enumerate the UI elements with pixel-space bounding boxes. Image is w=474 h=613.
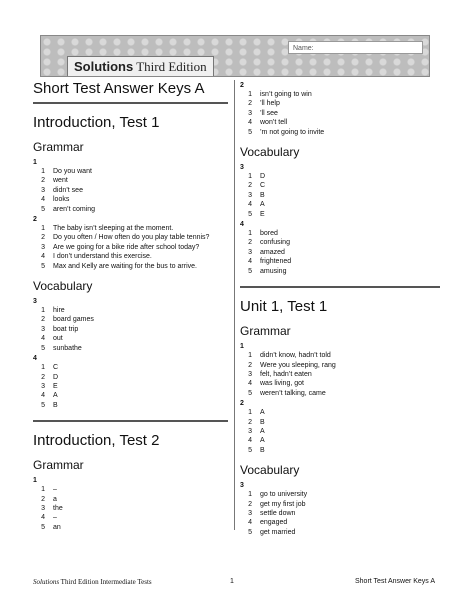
answer-item <box>240 446 440 455</box>
item-number: 1 <box>41 486 45 494</box>
item-number: 2 <box>248 361 252 369</box>
answer-item <box>33 504 228 513</box>
column-divider <box>234 80 235 530</box>
answer-item <box>33 233 228 242</box>
answer-item <box>240 370 440 379</box>
item-text: Are we going for a bike ride after school today? <box>53 243 200 251</box>
item-number: 4 <box>41 253 45 261</box>
answer-list <box>240 172 440 219</box>
item-number: 5 <box>41 344 45 352</box>
answer-item <box>240 389 440 398</box>
answer-item <box>33 205 228 214</box>
footer-title: Third Edition Intermediate Tests <box>59 578 152 586</box>
answer-item <box>33 186 228 195</box>
footer-brand: Solutions <box>33 578 60 586</box>
subsection-title: Vocabulary <box>240 463 300 478</box>
footer-right: Short Test Answer Keys A <box>355 578 436 585</box>
answer-item <box>240 361 440 370</box>
answer-item <box>33 176 228 185</box>
item-text: C <box>260 182 266 190</box>
name-label: Name: <box>293 45 314 52</box>
item-number: 1 <box>248 230 252 238</box>
item-number: 2 <box>41 495 45 503</box>
page-number: 1 <box>230 578 234 585</box>
item-text: The baby isn’t sleeping at the moment. <box>53 225 174 233</box>
answer-item <box>240 490 440 499</box>
answer-item <box>240 528 440 537</box>
answer-item <box>33 495 228 504</box>
item-text: isn’t going to win <box>260 91 312 98</box>
item-number: 3 <box>248 427 252 435</box>
item-number: 3 <box>41 325 45 333</box>
item-number: 2 <box>41 177 45 185</box>
question-number: 3 <box>240 482 244 490</box>
header-banner <box>40 35 430 77</box>
answer-item <box>240 418 440 427</box>
item-number: 1 <box>41 225 45 233</box>
item-number: 4 <box>248 258 252 266</box>
item-number: 1 <box>41 364 45 372</box>
question-number: 4 <box>33 355 37 363</box>
item-text: Max and Kelly are waiting for the bus to arrive. <box>53 262 197 270</box>
answer-item <box>240 427 440 436</box>
answer-item <box>240 379 440 388</box>
item-text: engaged <box>260 519 288 527</box>
item-number: 5 <box>248 389 252 397</box>
answer-item <box>33 167 228 176</box>
item-number: 1 <box>248 173 252 181</box>
item-text: get my first job <box>260 500 306 508</box>
answer-item <box>33 334 228 343</box>
item-text: D <box>260 173 266 181</box>
item-number: 3 <box>248 509 252 517</box>
answer-item <box>240 172 440 181</box>
item-number: 5 <box>248 528 252 536</box>
item-number: 4 <box>248 380 252 388</box>
answer-item <box>240 238 440 247</box>
answer-item <box>33 344 228 353</box>
item-number: 2 <box>248 500 252 508</box>
answer-item <box>33 306 228 315</box>
item-text: E <box>260 210 265 218</box>
item-text: confusing <box>260 239 290 247</box>
item-number: 2 <box>41 316 45 324</box>
item-text: ’m not going to invite <box>260 128 325 136</box>
item-text: C <box>53 364 59 372</box>
item-text: B <box>260 191 265 199</box>
answer-item <box>240 509 440 518</box>
item-text: didn’t see <box>53 186 83 194</box>
item-number: 5 <box>248 128 252 136</box>
answer-list <box>33 485 228 532</box>
item-text: Do you often / How often do you play table tennis? <box>53 234 210 242</box>
item-text: ’ll see <box>260 109 278 117</box>
answer-item <box>240 436 440 445</box>
answer-list <box>33 224 228 271</box>
item-text: went <box>53 177 68 185</box>
footer-left <box>33 578 152 586</box>
answer-list <box>240 229 440 276</box>
divider <box>240 286 440 288</box>
item-text: – <box>53 486 57 494</box>
brand-logo <box>67 56 214 77</box>
item-number: 4 <box>41 196 45 204</box>
item-number: 5 <box>248 210 252 218</box>
item-number: 3 <box>41 186 45 194</box>
answer-list <box>240 351 440 398</box>
item-text: aren’t coming <box>53 205 96 213</box>
item-number: 5 <box>41 205 45 213</box>
item-number: 4 <box>248 519 252 527</box>
item-text: settle down <box>260 509 296 517</box>
answer-item <box>33 315 228 324</box>
answer-list <box>33 306 228 353</box>
divider <box>33 102 228 104</box>
answer-item <box>240 500 440 509</box>
answer-item <box>33 485 228 494</box>
answer-item <box>240 118 440 127</box>
answer-item <box>33 243 228 252</box>
item-number: 2 <box>248 100 252 108</box>
item-text: looks <box>53 196 70 204</box>
item-number: 3 <box>248 191 252 199</box>
item-text: A <box>260 409 265 417</box>
item-text: A <box>260 427 265 435</box>
item-text: B <box>260 446 265 454</box>
item-text: B <box>53 401 58 409</box>
item-number: 1 <box>248 409 252 417</box>
answer-list <box>33 167 228 214</box>
item-text: I don’t understand this exercise. <box>53 253 152 261</box>
left-column <box>33 80 228 532</box>
answer-list <box>240 408 440 455</box>
item-text: was living, got <box>260 380 304 388</box>
item-text: ’ll help <box>260 100 280 108</box>
item-number: 3 <box>41 504 45 512</box>
answer-item <box>33 382 228 391</box>
answer-item <box>33 513 228 522</box>
answer-item <box>240 518 440 527</box>
item-number: 1 <box>41 168 45 175</box>
answer-item <box>240 267 440 276</box>
answer-item <box>240 181 440 190</box>
answer-item <box>240 200 440 209</box>
subsection-title: Grammar <box>33 140 84 154</box>
item-number: 4 <box>248 201 252 209</box>
item-text: Do you want <box>53 168 92 175</box>
section-title: Introduction, Test 2 <box>33 432 160 450</box>
answer-item <box>240 191 440 200</box>
item-text: amusing <box>260 267 287 275</box>
item-number: 2 <box>248 182 252 190</box>
item-number: 5 <box>248 446 252 454</box>
question-number: 1 <box>33 477 37 485</box>
item-text: bored <box>260 230 278 238</box>
item-number: 5 <box>41 262 45 270</box>
item-text: weren’t talking, came <box>260 389 326 397</box>
item-number: 4 <box>41 392 45 400</box>
answer-list <box>240 90 440 137</box>
item-number: 2 <box>41 234 45 242</box>
question-number: 1 <box>240 343 244 351</box>
item-number: 3 <box>41 243 45 251</box>
answer-item <box>33 325 228 334</box>
answer-item <box>33 391 228 400</box>
answer-item <box>240 351 440 360</box>
answer-item <box>240 128 440 137</box>
item-number: 5 <box>41 401 45 409</box>
item-text: A <box>53 392 58 400</box>
item-number: 4 <box>41 514 45 522</box>
item-text: D <box>53 373 59 381</box>
item-text: an <box>53 523 61 531</box>
item-text: A <box>260 201 265 209</box>
item-text: board games <box>53 316 94 324</box>
question-number: 2 <box>240 400 244 408</box>
subsection-title: Grammar <box>240 324 291 339</box>
subsection-title: Grammar <box>33 458 84 473</box>
question-number: 4 <box>240 221 244 229</box>
answer-item <box>33 523 228 532</box>
right-column <box>240 80 440 537</box>
item-text: won’t tell <box>260 119 288 127</box>
item-text: A <box>260 437 265 445</box>
question-number: 3 <box>240 164 244 172</box>
item-text: Were you sleeping, rang <box>260 361 336 369</box>
answer-list <box>33 363 228 410</box>
item-text: amazed <box>260 248 285 256</box>
item-text: felt, hadn’t eaten <box>260 370 312 378</box>
item-text: the <box>53 504 63 512</box>
section-title: Introduction, Test 1 <box>33 114 160 131</box>
item-number: 1 <box>248 91 252 98</box>
item-text: get married <box>260 528 296 536</box>
page-title: Short Test Answer Keys A <box>33 80 205 97</box>
brand-bold: Solutions <box>74 59 134 74</box>
name-field[interactable] <box>288 41 423 54</box>
item-text: – <box>53 514 57 522</box>
subsection-title: Vocabulary <box>240 145 300 160</box>
item-number: 2 <box>248 239 252 247</box>
answer-item <box>240 210 440 219</box>
item-text: frightened <box>260 258 292 266</box>
item-number: 2 <box>41 373 45 381</box>
answer-item <box>240 229 440 238</box>
item-number: 5 <box>248 267 252 275</box>
item-text: hire <box>53 307 65 315</box>
answer-item <box>240 257 440 266</box>
item-text: go to university <box>260 491 308 499</box>
item-text: sunbathe <box>53 344 82 352</box>
answer-item <box>33 363 228 372</box>
section-title: Unit 1, Test 1 <box>240 298 328 316</box>
item-number: 1 <box>41 307 45 315</box>
item-number: 4 <box>248 437 252 445</box>
item-number: 5 <box>41 523 45 531</box>
item-number: 3 <box>41 382 45 390</box>
item-text: E <box>53 382 58 390</box>
answer-item <box>240 109 440 118</box>
question-number: 2 <box>240 82 244 89</box>
answer-item <box>33 224 228 233</box>
answer-item <box>240 90 440 99</box>
item-number: 4 <box>41 335 45 343</box>
answer-item <box>240 248 440 257</box>
question-number: 3 <box>33 298 37 306</box>
item-number: 1 <box>248 491 252 499</box>
item-number: 1 <box>248 352 252 360</box>
answer-item <box>33 262 228 271</box>
item-text: B <box>260 418 265 426</box>
divider <box>33 420 228 422</box>
item-text: out <box>53 335 63 343</box>
brand-rest: Third Edition <box>136 59 207 74</box>
item-text: a <box>53 495 57 503</box>
item-number: 2 <box>248 418 252 426</box>
item-number: 4 <box>248 119 252 127</box>
answer-item <box>33 401 228 410</box>
answer-list <box>240 490 440 537</box>
item-number: 3 <box>248 109 252 117</box>
question-number: 1 <box>33 159 37 166</box>
answer-item <box>33 373 228 382</box>
answer-item <box>240 99 440 108</box>
question-number: 2 <box>33 216 37 224</box>
answer-item <box>33 252 228 261</box>
item-number: 3 <box>248 248 252 256</box>
subsection-title: Vocabulary <box>33 279 93 294</box>
item-number: 3 <box>248 370 252 378</box>
answer-item <box>33 195 228 204</box>
item-text: boat trip <box>53 325 79 333</box>
answer-item <box>240 408 440 417</box>
item-text: didn’t know, hadn’t told <box>260 352 331 360</box>
